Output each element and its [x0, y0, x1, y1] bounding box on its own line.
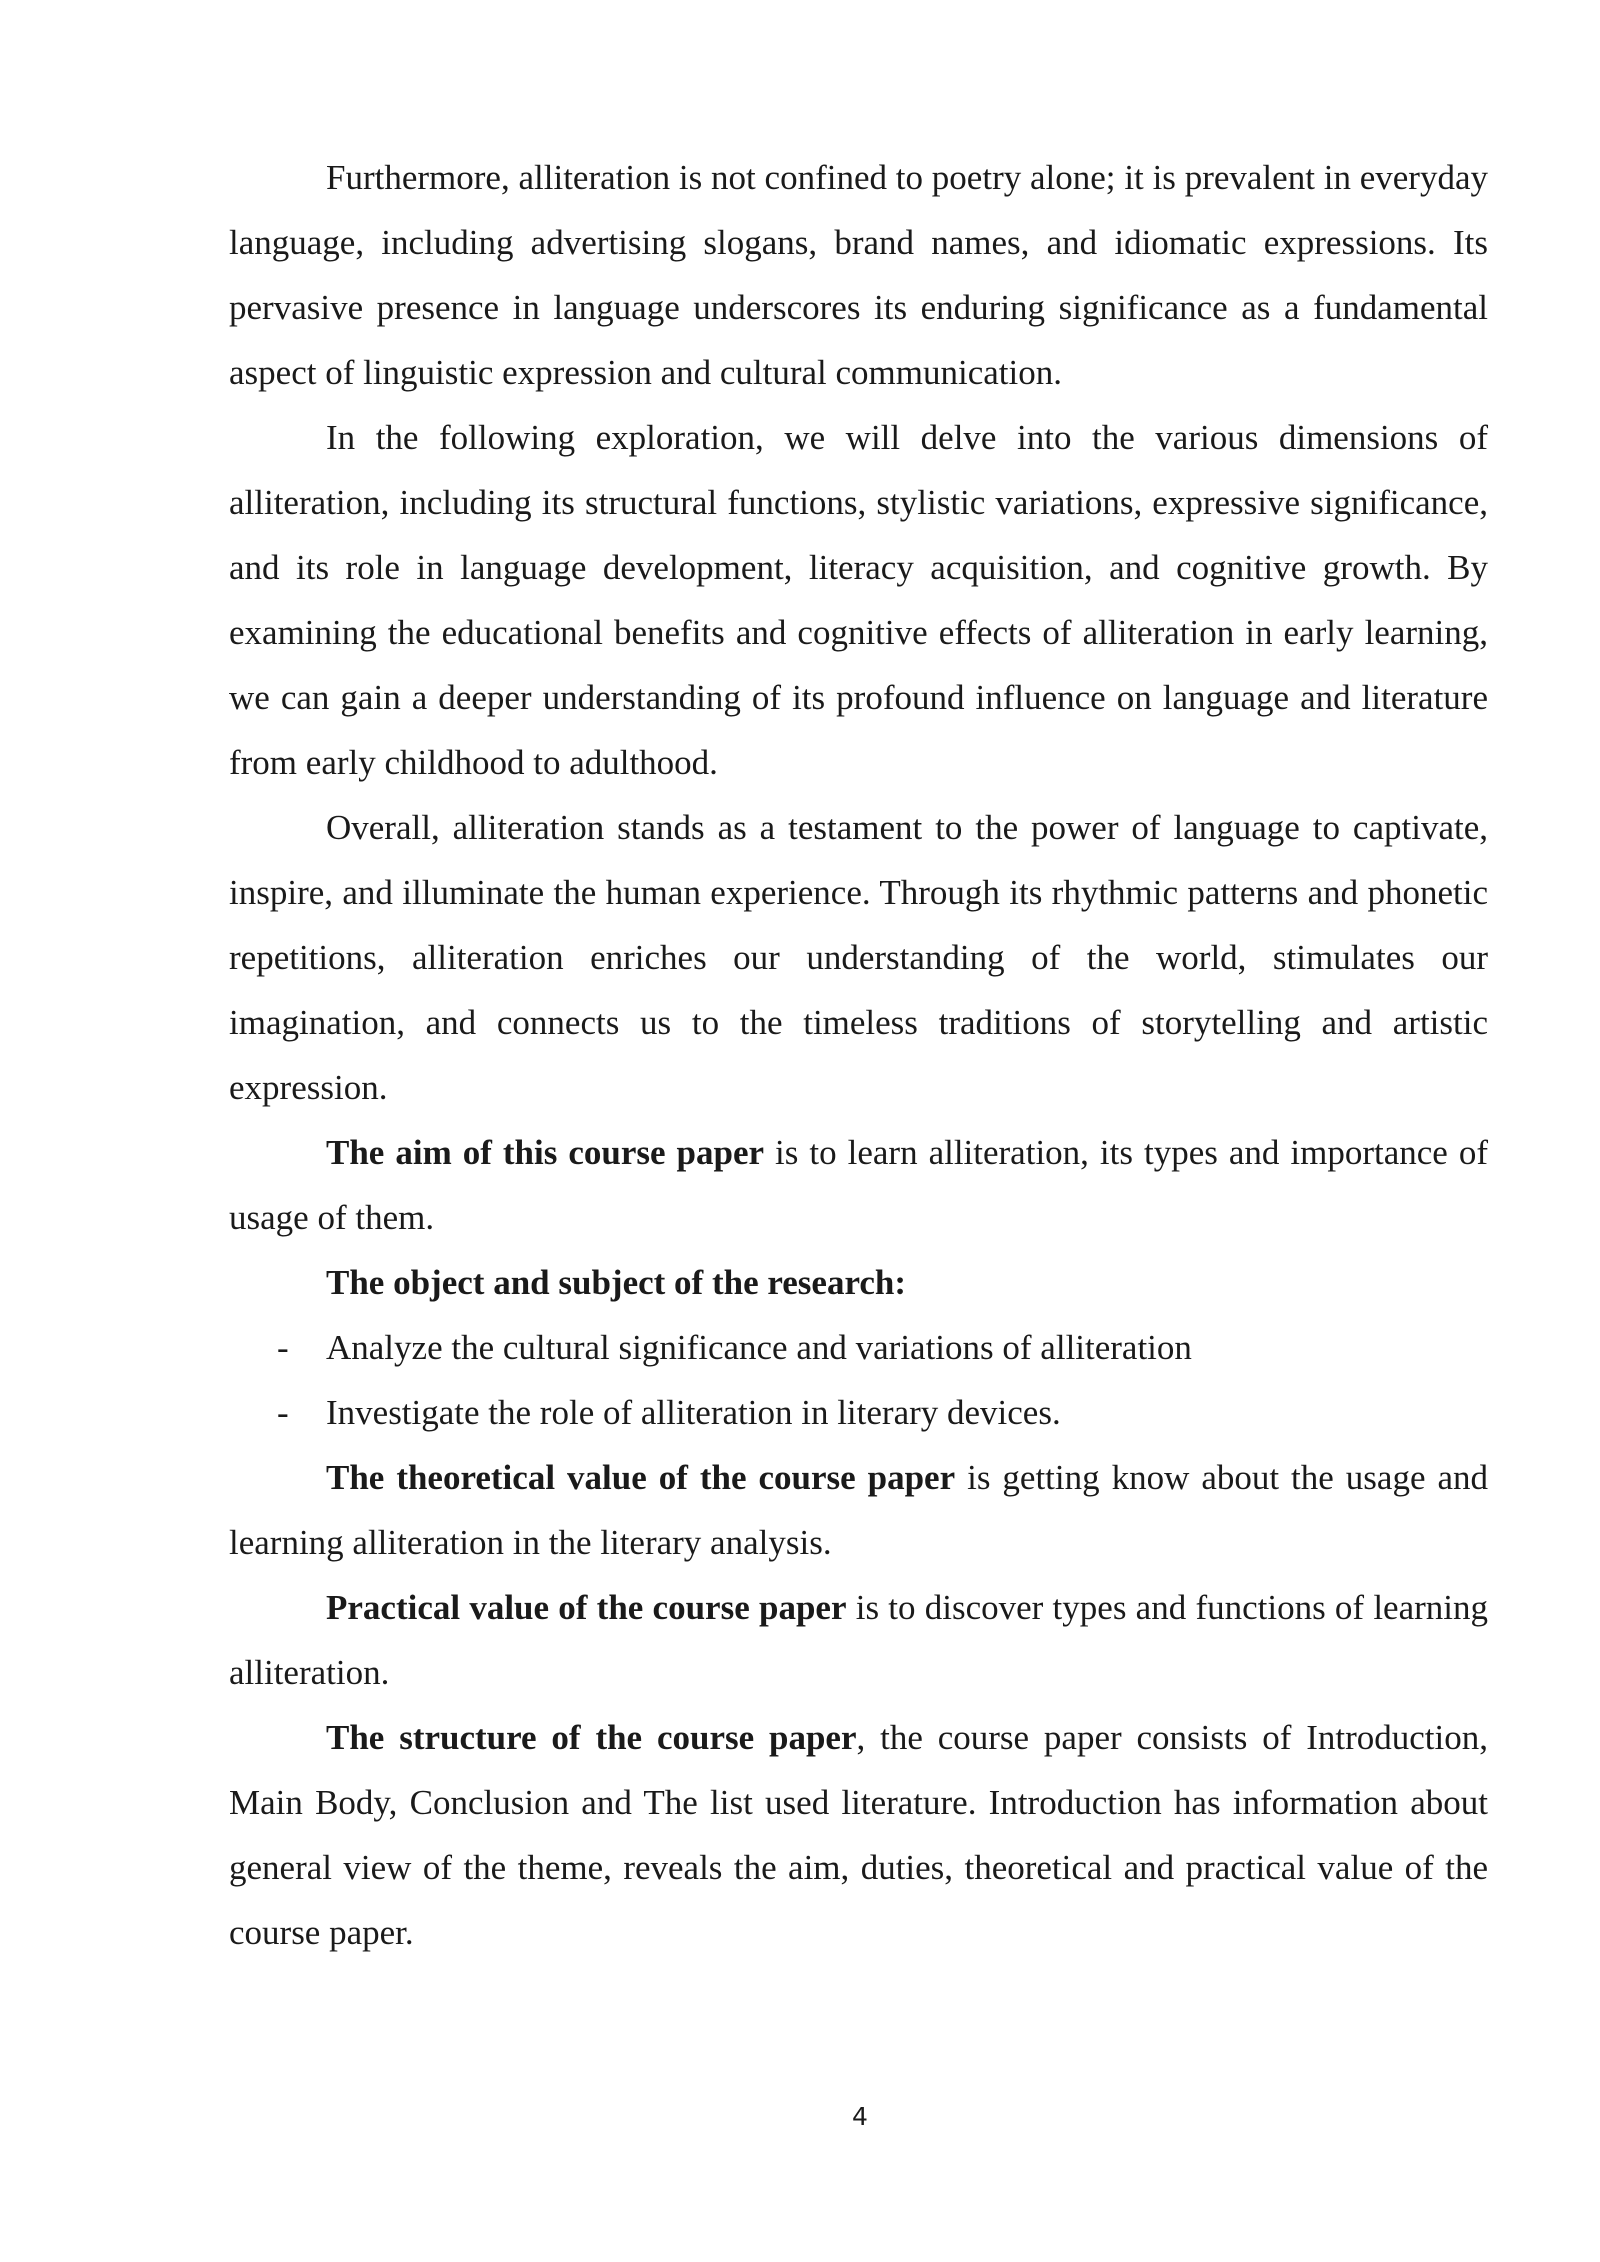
list-item	[229, 1380, 1488, 1445]
aim-text: is to learn alliteration, its types and importance of usage of them.	[229, 1133, 1488, 1237]
page-body	[229, 145, 1488, 1965]
theoretical-text: is getting know about the usage and learning alliteration in the literary analysis.	[229, 1458, 1488, 1562]
list-item-text: Investigate the role of alliteration in literary devices.	[326, 1393, 1061, 1432]
paragraph-aim	[229, 1120, 1488, 1250]
object-subject-list	[229, 1315, 1488, 1445]
theoretical-label: The theoretical value of the course paper	[326, 1458, 956, 1497]
paragraph-overall-summary: Overall, alliteration stands as a testament to the power of language to captivate, inspire, and illuminate the human experience. Through its rhythmic patterns and phonetic repetitions, alliteration enriches our understanding of the world, stimulates our imagination, and connects us to the timeless traditions of storytelling and artistic expression.	[229, 808, 1488, 1107]
dash-bullet: -	[277, 1393, 289, 1432]
paragraph-structure	[229, 1705, 1488, 1965]
list-item-text: Analyze the cultural significance and variations of alliteration	[326, 1328, 1192, 1367]
structure-text: , the course paper consists of Introduction, Main Body, Conclusion and The list used literature. Introduction has information about general view of the theme, reveals the aim, duties, theoretical and practical value of the course paper.	[229, 1718, 1488, 1952]
practical-text: is to discover types and functions of learning alliteration.	[229, 1588, 1488, 1692]
practical-label: Practical value of the course paper	[326, 1588, 847, 1627]
paragraph-theoretical-value	[229, 1445, 1488, 1575]
dash-bullet: -	[277, 1328, 289, 1367]
object-subject-heading: The object and subject of the research:	[326, 1263, 907, 1302]
paragraph-practical-value	[229, 1575, 1488, 1705]
list-item	[229, 1315, 1488, 1380]
paragraph-alliteration-prevalence: Furthermore, alliteration is not confined to poetry alone; it is prevalent in everyday language, including advertising slogans, brand names, and idiomatic expressions. Its pervasive presence in language underscores its enduring significance as a fundamental aspect of linguistic expression and cultural communication.	[229, 158, 1488, 392]
page-number: 4	[852, 2102, 868, 2131]
paragraph-exploration-overview: In the following exploration, we will delve into the various dimensions of alliteration, including its structural functions, stylistic variations, expressive significance, and its role in language development, literacy acquisition, and cognitive growth. By examining the educational benefits and cognitive effects of alliteration in early learning, we can gain a deeper understanding of its profound influence on language and literature from early childhood to adulthood.	[229, 418, 1488, 782]
aim-label: The aim of this course paper	[326, 1133, 765, 1172]
structure-label: The structure of the course paper	[326, 1718, 857, 1757]
